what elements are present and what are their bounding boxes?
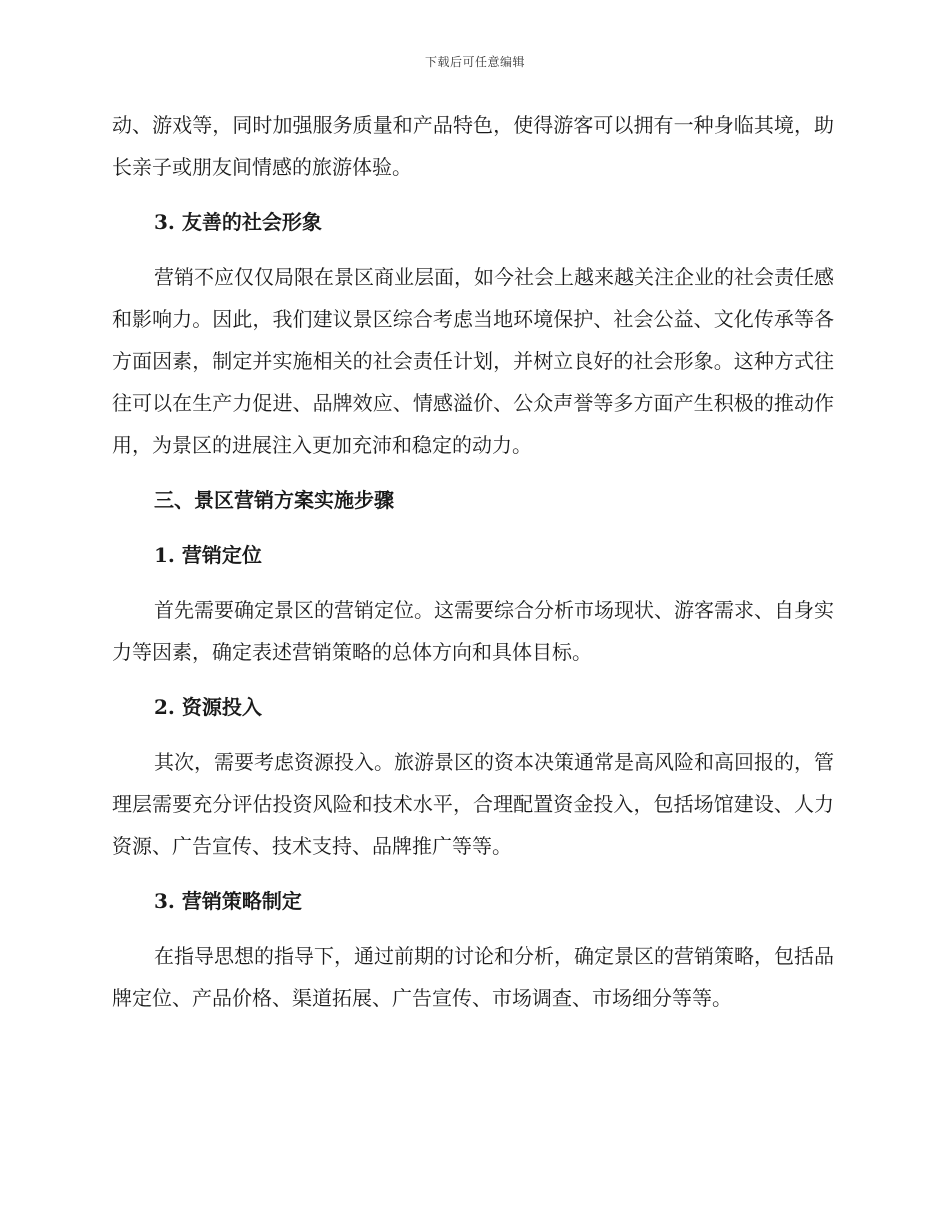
paragraph-positioning: 首先需要确定景区的营销定位。这需要综合分析市场现状、游客需求、自身实力等因素，确定表述营销策略的总体方向和具体目标。	[112, 598, 834, 664]
document-body	[112, 104, 834, 1032]
heading-implementation-steps: 三、景区营销方案实施步骤	[154, 488, 394, 512]
paragraph-strategy: 在指导思想的指导下，通过前期的讨论和分析，确定景区的营销策略，包括品牌定位、产品价格、渠道拓展、广告宣传、市场调查、市场细分等等。	[112, 944, 834, 1010]
page-header: 下载后可任意编辑	[424, 55, 525, 69]
heading-strategy-formulation: 3. 营销策略制定	[154, 889, 302, 913]
paragraph-continuation: 动、游戏等，同时加强服务质量和产品特色，使得游客可以拥有一种身临其境，助长亲子或朋友间情感的旅游体验。	[112, 113, 834, 179]
heading-social-image: 3. 友善的社会形象	[154, 210, 322, 234]
heading-resource-input: 2. 资源投入	[154, 695, 262, 719]
paragraph-resource-input: 其次，需要考虑资源投入。旅游景区的资本决策通常是高风险和高回报的，管理层需要充分评估投资风险和技术水平，合理配置资金投入，包括场馆建设、人力资源、广告宣传、技术支持、品牌推广等等。	[112, 750, 834, 858]
heading-marketing-positioning: 1. 营销定位	[154, 543, 262, 567]
paragraph-social-responsibility: 营销不应仅仅局限在景区商业层面，如今社会上越来越关注企业的社会责任感和影响力。因此，我们建议景区综合考虑当地环境保护、社会公益、文化传承等各方面因素，制定并实施相关的社会责任计划，并树立良好的社会形象。这种方式往往可以在生产力促进、品牌效应、情感溢价、公众声誉等多方面产生积极的推动作用，为景区的进展注入更加充沛和稳定的动力。	[112, 265, 834, 457]
